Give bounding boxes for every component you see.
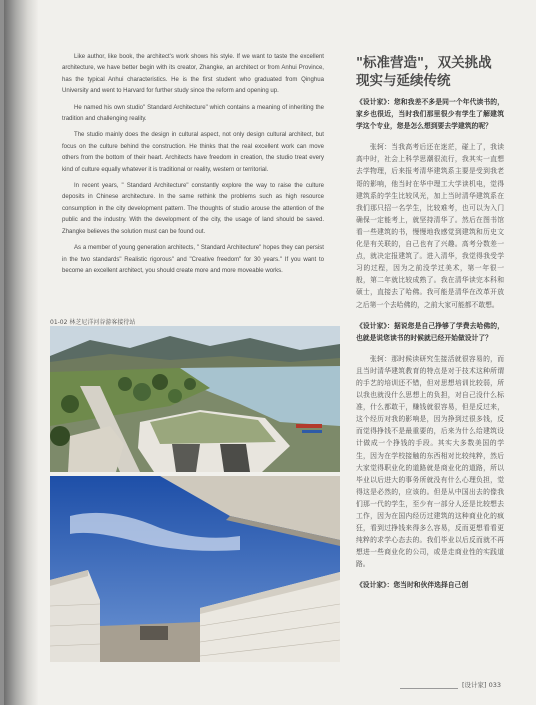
aerial-photo-illustration bbox=[50, 326, 340, 472]
interview-question: 《设计家》：据说您是自己挣够了学费去哈佛的，也就是说您读书的时候就已经开始做设计了？ bbox=[356, 321, 504, 342]
interview-question: 《设计家》：您和我差不多是同一个年代读书的，家乡也很近，当时我们那里很少有学生了解建筑学这个专业，您是怎么想到要去学建筑的呢？ bbox=[356, 98, 504, 131]
courtyard-photo-illustration bbox=[50, 476, 340, 662]
interview-answer: 张轲：当我高考后还在迷茫，碰上了，我读高中时，社会上科学思潮很流行，我其实一直想去学物理，后来报考清华建筑系主要是受到我老哥的影响，他当时在华中理工大学读机电，觉得建筑系的学生比较风光，加上当时清华建筑系在我们那只招一名学生，比较难考，也可以为入门确保一定能考上，就坚持清华了。然后在图书馆看一些建筑的书，慢慢地我感觉到建筑和历史文化是有关联的，自己也有了兴趣。高考分数差一点，就决定报建筑了。进入清华，我觉得我受学习的过程，因为之前没学过美术，第一年很一般，第二年就比较成熟了。我在清华读完本科和硕士，直接去了哈佛。我可能是清华在改革开放之后第一个去哈佛的，之前大家可能都不敢想。 bbox=[356, 143, 504, 309]
interview-question: 《设计家》：您当时和伙伴选择自己创 bbox=[356, 581, 469, 590]
photo-courtyard-sky bbox=[50, 476, 340, 662]
en-paragraph: In recent years, " Standard Architecture" constantly explore the way to raise the culture deposits in Chinese architecture. In the same rethink the problems such as high resource consumption in the city development pattern. The thoughts of studio arouse the attention of the public and the industry. With the development of the city, the usage of land should be saved. Zhangke believes the solution must can be found out. bbox=[62, 183, 324, 235]
en-paragraph: Like author, like book, the architect's work shows his style. If we want to taste the excellent architecture, we have better begin with its creator, Zhangke, an architect or from Anhui Province, has the typical Anhui characteristics. He is the first student who graduated from Qinghua University and went to Harvard for further study since the reform and opening up. bbox=[62, 54, 324, 95]
binding-gutter bbox=[4, 0, 38, 705]
footer-rule bbox=[400, 688, 458, 689]
english-article-column bbox=[62, 52, 324, 282]
photo-caption: 01-02 林芝尼洋河谷游客接待站 bbox=[50, 319, 136, 326]
chinese-article-title: "标准营造"，双关挑战现实与延续传统 bbox=[356, 55, 492, 89]
page-footer: [设计家] 033 bbox=[462, 681, 502, 689]
en-paragraph: He named his own studio" Standard Architecture" which contains a meaning of inheriting the tradition and challenging reality. bbox=[62, 104, 324, 123]
en-paragraph: The studio mainly does the design in cultural aspect, not only design cultural architect, but focus on the culture behind the construction. He thinks that the real excellent work can move others from the bottom of their heart. Architects have freedom in creation, the studio treat every kind of culture equally whatever it is traditional or reality, western or territorial. bbox=[62, 132, 324, 173]
interview-answer: 张轲：那时候读研究生接活就很容易的，而且当时清华建筑教育的特点是对于技术这种所谓的手艺的培训还不错，但对思想培训比较弱，所以我也就没什么思想上的负担，对自己没什么标准，什么都敢干，赚钱就很容易，但是反过来，这个经历对我的影响是，因为挣到过很多钱，反而觉得挣钱不是最重要的，后来为什么给建筑设计做成一个挣钱的手段。其实大多数美国的学生，因为在学校接触的东西相对比较纯粹，然后大家觉得职业化的道路就是商业化的道路，所以毕业以后进大的事务所就没有什么心理负担，觉得这是必然的，应该的。但是从中国出去的像我们那一代的学生，至少有一部分人还是比较想去工作，因为在国内经历过建筑的这种商业化的疯狂，看到过挣钱来得多么容易，反而更想看看更纯粹的求学心态去的。我们毕业以后反而就不再想进一些商业化的公司，或是走商业性的实践道路。 bbox=[356, 354, 504, 569]
chinese-interview-column bbox=[356, 96, 504, 601]
photo-aerial-visitor-center bbox=[50, 326, 340, 472]
en-paragraph: As a member of young generation architects, " Standard Architecture" hopes they can persist in the two standards" Realistic rigorous" and "Creative freedom" for 30 years." If you want to become an excellent architect, you should create more and more moveable works. bbox=[62, 245, 324, 274]
magazine-page bbox=[4, 0, 536, 705]
